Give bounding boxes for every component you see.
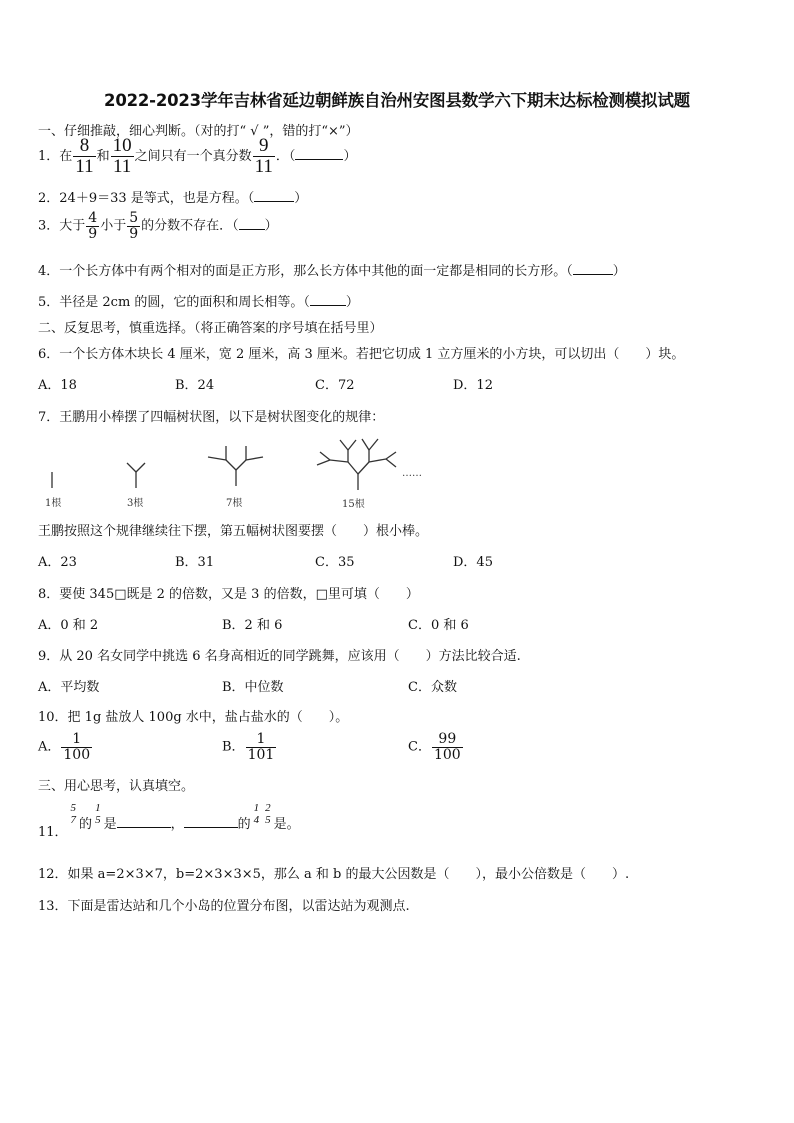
- answer-blank[interactable]: [239, 229, 265, 230]
- question-text: ）: [345, 295, 359, 310]
- fraction-8-11: $\frac{8}{11}$: [75, 135, 94, 177]
- fraction-9-11: $\frac{9}{11}$: [254, 135, 273, 177]
- option-a[interactable]: A．18: [38, 378, 77, 393]
- option-b[interactable]: B．31: [175, 555, 215, 570]
- answer-blank[interactable]: [573, 274, 613, 275]
- question-text: ）: [612, 264, 626, 279]
- fraction-1-4: 1 4: [253, 802, 260, 826]
- answer-blank[interactable]: [184, 827, 238, 828]
- question-1: [38, 136, 356, 177]
- question-text: 的: [79, 817, 93, 833]
- question-9: 9．从 20 名女同学中挑选 6 名身高相近的同学跳舞，应该用（ ）方法比较合适.: [38, 649, 521, 664]
- question-text: ）: [264, 218, 278, 234]
- question-number: 1．: [38, 148, 60, 164]
- answer-blank[interactable]: [310, 305, 346, 306]
- question-text: 和: [96, 148, 110, 164]
- fraction-10-11: $\frac{10}{11}$: [112, 135, 132, 177]
- fraction-2-5: 2 5: [265, 802, 271, 826]
- answer-blank[interactable]: [295, 159, 343, 160]
- question-13: 13．下面是雷达站和几个小岛的位置分布图，以雷达站为观测点.: [38, 899, 410, 914]
- option-a[interactable]: A．平均数: [38, 680, 100, 695]
- fraction-99-100: $\frac{99}{100}$: [433, 731, 461, 763]
- option-a[interactable]: [38, 732, 93, 762]
- question-text: 之间只有一个真分数: [134, 148, 252, 164]
- question-text: 在: [59, 148, 73, 164]
- question-text: 4．一个长方体中有两个相对的面是正方形，那么长方体中其他的面一定都是相同的长方形。（: [38, 264, 573, 279]
- question-text: 的: [237, 817, 251, 833]
- question-4: [38, 260, 626, 279]
- question-text: ）: [343, 148, 357, 164]
- question-number: 11．: [38, 825, 68, 841]
- question-2: [38, 187, 307, 206]
- fraction-1-100: $\frac{1}{100}$: [63, 731, 91, 763]
- question-text: ，: [170, 817, 184, 833]
- fraction-1-5: 1 5: [95, 802, 101, 826]
- option-c[interactable]: C．35: [315, 555, 355, 570]
- question-3: [38, 211, 278, 241]
- question-number: 3．: [38, 218, 60, 234]
- question-11: [38, 802, 300, 841]
- option-d[interactable]: D．45: [453, 555, 493, 570]
- tree-figure-3: [208, 446, 263, 486]
- option-label: B．: [222, 739, 245, 755]
- fraction-4-9: $\frac{4}{9}$: [88, 210, 98, 242]
- section-heading-2: 二、反复思考，慎重选择。（将正确答案的序号填在括号里）: [38, 321, 383, 336]
- option-a[interactable]: A．23: [38, 555, 77, 570]
- question-10: 10．把 1g 盐放人 100g 水中，盐占盐水的（ ）。: [38, 710, 349, 725]
- fraction-1-101: $\frac{1}{101}$: [247, 731, 275, 763]
- ellipsis: ……: [402, 468, 422, 479]
- fraction-5-9: $\frac{5}{9}$: [129, 210, 139, 242]
- tree-label-2: 3根: [127, 498, 144, 509]
- question-text: ．（: [275, 148, 296, 164]
- option-label: A．: [38, 739, 61, 755]
- page-title: 2022-2023学年吉林省延边朝鲜族自治州安图县数学六下期末达标检测模拟试题: [104, 91, 690, 110]
- option-b[interactable]: [222, 732, 277, 762]
- section-heading-3: 三、用心思考，认真填空。: [38, 779, 195, 794]
- question-text: 是: [273, 817, 287, 833]
- fraction-5-7: 5 7: [70, 802, 77, 826]
- tree-figure-2: [127, 463, 145, 488]
- tree-label-3: 7根: [226, 498, 243, 509]
- tree-diagrams: [30, 432, 450, 514]
- question-text: 大于: [59, 218, 86, 234]
- tree-label-1: 1根: [45, 498, 62, 509]
- question-7-continued: 王鹏按照这个规律继续往下摆，第五幅树状图要摆（ ）根小棒。: [38, 524, 429, 539]
- option-c[interactable]: C．众数: [408, 680, 457, 695]
- question-6: 6．一个长方体木块长 4 厘米，宽 2 厘米，高 3 厘米。若把它切成 1 立方厘米的小方块，可以切出（ ）块。: [38, 347, 685, 362]
- option-d[interactable]: D．12: [453, 378, 493, 393]
- section-heading-1: 一、仔细推敲，细心判断。（对的打“ √ ”，错的打“×”）: [38, 124, 359, 139]
- option-b[interactable]: B．中位数: [222, 680, 284, 695]
- question-text: 的分数不存在．（: [141, 218, 239, 234]
- option-b[interactable]: B．2 和 6: [222, 618, 283, 633]
- question-7: 7．王鹏用小棒摆了四幅树状图，以下是树状图变化的规律：: [38, 410, 385, 425]
- question-text: 小于: [100, 218, 127, 234]
- question-text: 2．24＋9＝33 是等式，也是方程。（: [38, 191, 255, 206]
- question-text: ）: [294, 191, 308, 206]
- option-a[interactable]: A．0 和 2: [38, 618, 99, 633]
- answer-blank[interactable]: [117, 827, 171, 828]
- question-text: 5．半径是 2cm 的圆，它的面积和周长相等。（: [38, 295, 310, 310]
- option-c[interactable]: [408, 732, 464, 762]
- question-text: 。: [286, 817, 300, 833]
- question-8: 8．要使 345□既是 2 的倍数，又是 3 的倍数，□里可填（ ）: [38, 587, 419, 602]
- option-c[interactable]: C．72: [315, 378, 355, 393]
- option-b[interactable]: B．24: [175, 378, 215, 393]
- option-c[interactable]: C．0 和 6: [408, 618, 469, 633]
- question-5: [38, 291, 359, 310]
- tree-label-4: 15根: [342, 499, 365, 510]
- question-12: 12．如果 a=2×3×7，b=2×3×3×5，那么 a 和 b 的最大公因数是（ ），最小公倍数是（ ）.: [38, 867, 630, 882]
- option-label: C．: [408, 739, 431, 755]
- answer-blank[interactable]: [254, 201, 294, 202]
- tree-figure-4: [317, 439, 396, 490]
- question-text: 是: [103, 817, 117, 833]
